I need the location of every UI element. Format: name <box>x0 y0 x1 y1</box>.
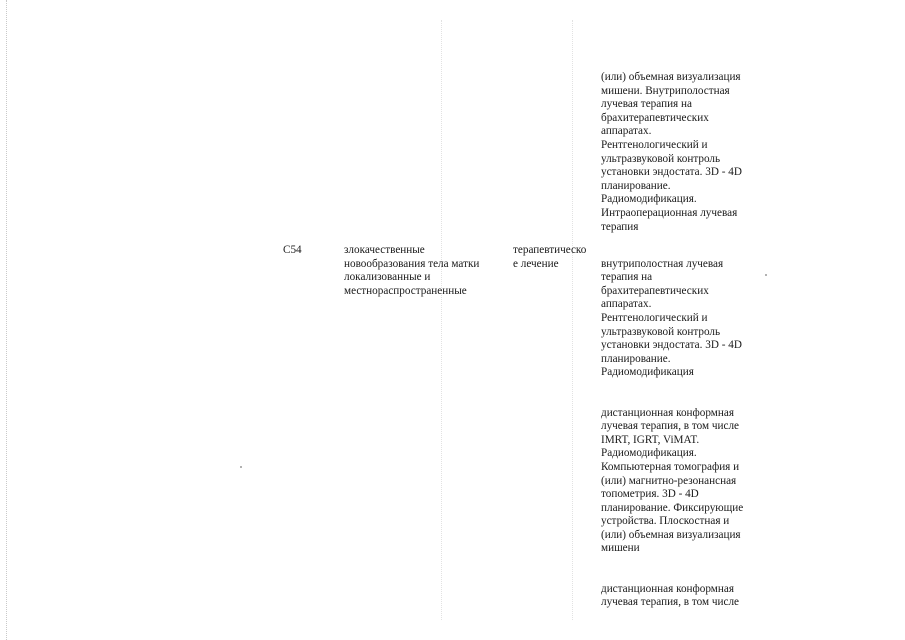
scan-speck <box>240 466 242 468</box>
scan-edge-artifact <box>6 0 10 640</box>
treatment-method: дистанционная конформная лучевая терапия, в том числе IMRT, IGRT, ViMAT. Радиомодификация. Компьютерная томография и (или) магнитно-резонансная топометрия. 3D - 4D планирование. Фиксирующие устройства. Плоскостная и (или) объемная визуализация мишени <box>601 406 744 555</box>
continued-method-text: (или) объемная визуализация мишени. Внутриполостная лучевая терапия на брахитерапевтических аппаратах. Рентгенологический и ультразвуковой контроль установки эндостата. 3D - 4D планирование. Радиомодификация. Интраоперационная лучевая терапия <box>601 71 742 233</box>
treatment-methods <box>601 244 766 636</box>
diagnosis-description: злокачественные новообразования тела матки локализованные и местнораспространенные <box>344 244 480 297</box>
treatment-type: терапевтическо е лечение <box>513 244 587 270</box>
diagnosis-code: C54 <box>283 244 302 256</box>
column-divider <box>441 20 442 620</box>
column-divider <box>572 20 573 620</box>
treatment-method: внутриполостная лучевая терапия на брахитерапевтических аппаратах. Рентгенологический и ультразвуковой контроль установки эндостата. 3D - 4D планирование. Радиомодификация <box>601 257 742 379</box>
treatment-method: дистанционная конформная лучевая терапия, в том числе <box>601 582 739 609</box>
